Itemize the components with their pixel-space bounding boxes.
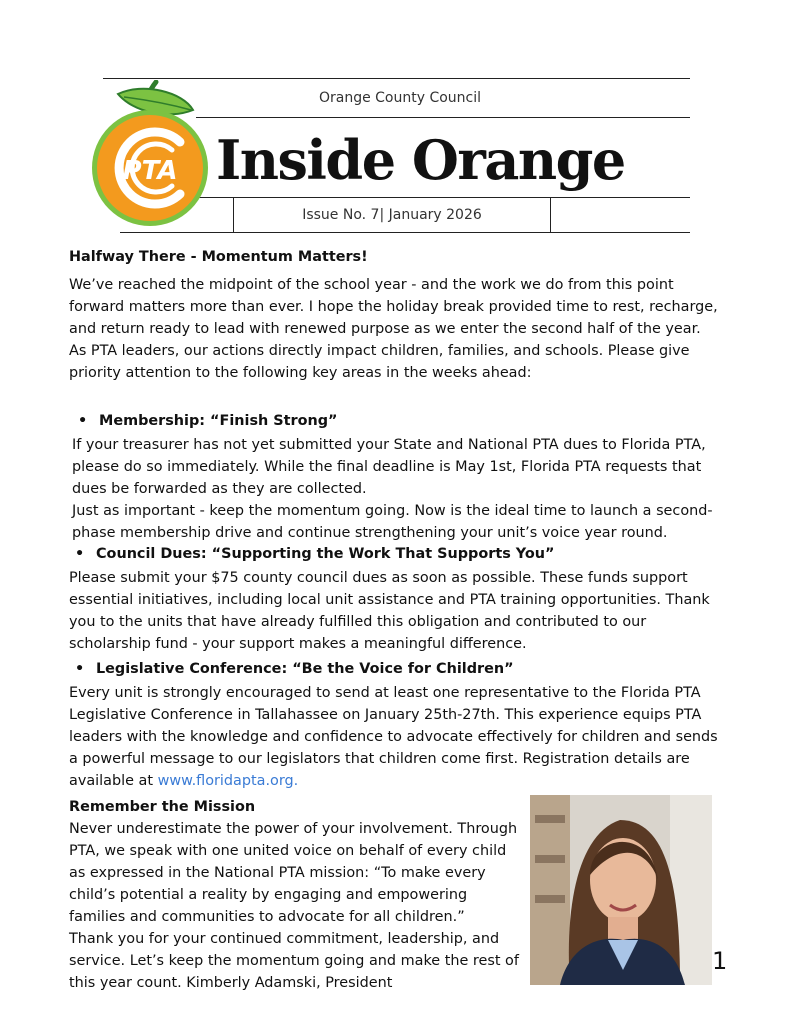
membership-paragraph-2: Just as important - keep the momentum going. Now is the ideal time to launch a second-phase membership drive and continue strengthening your unit’s voice year round. [72,503,713,541]
legislative-bullet-label: Legislative Conference: “Be the Voice for Children” [96,661,514,677]
masthead-rule-upper [196,117,690,118]
masthead-rule-top [103,78,690,79]
intro-paragraph-2: As PTA leaders, our actions directly impact children, families, and schools. Please give priority attention to the following key areas in the weeks ahead: [69,343,690,381]
council-dues-bullet [75,543,729,565]
mission-heading: Remember the Mission [69,799,256,815]
svg-text:PTA: PTA [122,156,178,186]
legislative-section [69,658,729,792]
mission-section [69,796,521,994]
intro-heading: Halfway There - Momentum Matters! [69,249,368,265]
membership-bullet-label: Membership: “Finish Strong” [99,413,338,429]
legislative-bullet [75,658,729,680]
membership-section [72,410,732,544]
membership-paragraph-1: If your treasurer has not yet submitted your State and National PTA dues to Florida PTA, please do so immediately. While the final deadline is May 1st, Florida PTA requests that dues be forwarded as they are collected. [72,437,706,497]
council-name: Orange County Council [318,90,482,106]
council-dues-bullet-label: Council Dues: “Supporting the Work That Supports You” [96,546,555,562]
florida-pta-link[interactable]: www.floridapta.org. [157,773,299,789]
pta-orange-logo [88,80,218,230]
intro-paragraph-1: We’ve reached the midpoint of the school year - and the work we do from this point forward matters more than ever. I hope the holiday break provided time to rest, recharge, and return ready to lead with renewed purpose as we enter the second half of the year. [69,277,718,337]
bullet-dot-icon: • [75,661,85,677]
masthead-rule-lower [196,197,690,198]
legislative-paragraph [69,682,729,792]
bullet-dot-icon: • [78,413,88,429]
legislative-text: Every unit is strongly encouraged to send at least one representative to the Florida PTA Legislative Conference in Tallahassee on January 25th-27th. This experience equips PTA leaders with the knowledge and confidence to advocate effectively for children and sends a powerful message to our legislators that children come first. Registration details are available at [69,685,718,789]
issue-info: Issue No. 7| January 2026 [302,207,482,223]
intro-section [69,246,729,384]
newsletter-title: Inside Orange [216,128,625,192]
council-dues-paragraph: Please submit your $75 county council dues as soon as possible. These funds support essential initiatives, including local unit assistance and PTA training opportunities. Thank you to the units that have already fulfilled this obligation and contributed to our scholarship fund - your support makes a meaningful difference. [69,570,710,652]
president-photo [530,795,712,985]
masthead-rule-bottom [120,232,690,233]
page-number: 1 [712,947,728,975]
issue-box-right-border [550,197,551,232]
council-dues-section [69,543,729,655]
membership-bullet [78,410,732,432]
bullet-dot-icon: • [75,546,85,562]
mission-paragraph-2: Thank you for your continued commitment, leadership, and service. Let’s keep the momentum going and make the rest of this year count. Kimberly Adamski, President [69,931,519,991]
mission-paragraph-1: Never underestimate the power of your involvement. Through PTA, we speak with one united voice on behalf of every child as expressed in the National PTA mission: “To make every child’s potential a reality by engaging and empowering families and communities to advocate for all children.” [69,821,518,925]
